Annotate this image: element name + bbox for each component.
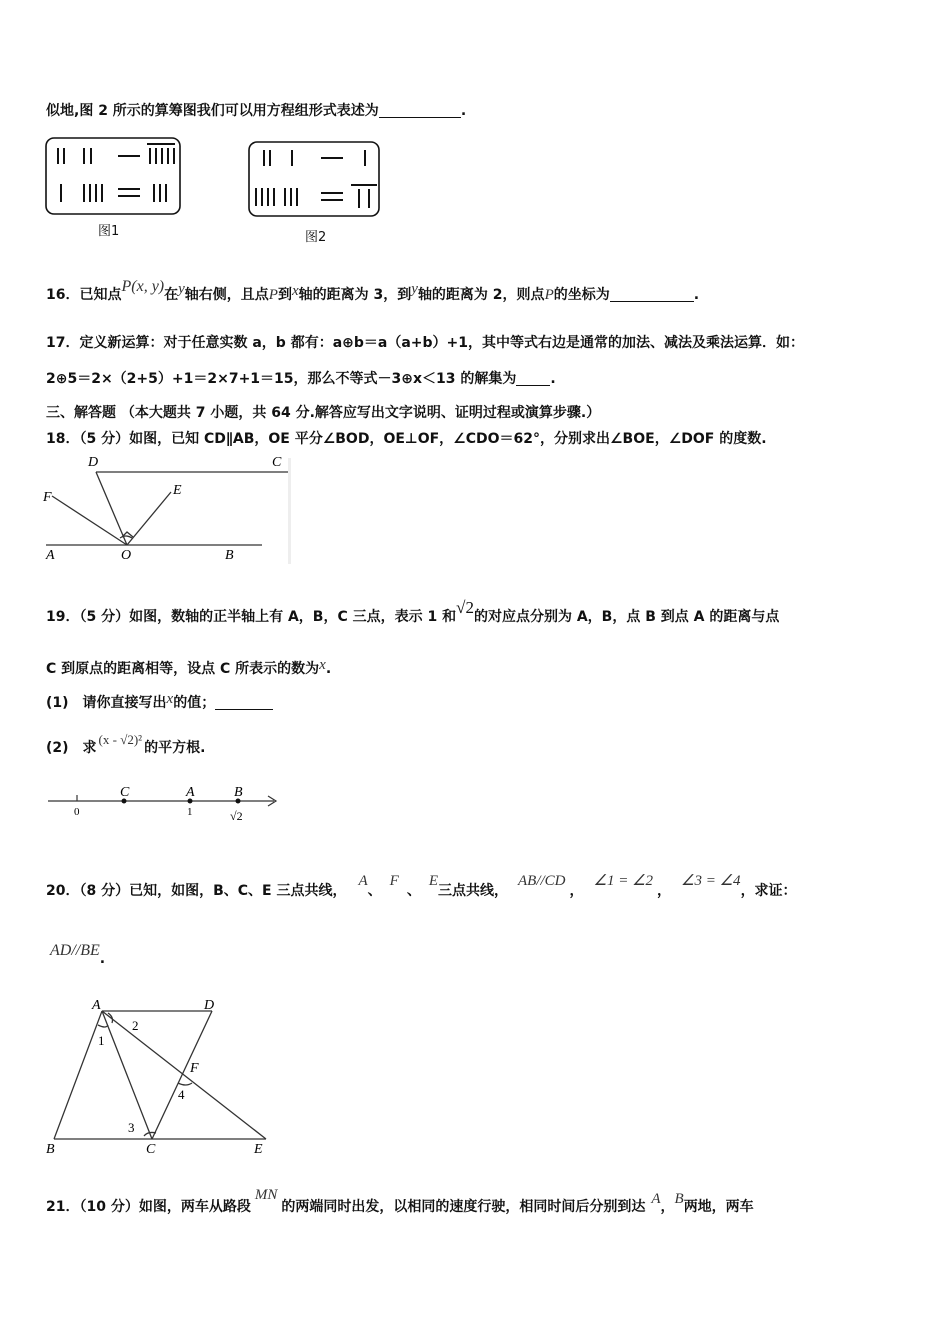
q21-sep: ， — [660, 1199, 675, 1215]
q20-label-b: B — [46, 1142, 55, 1157]
q16-text — [46, 278, 700, 304]
q16-part5: 轴的距离为 3，到 — [298, 287, 412, 303]
q19-number-line — [44, 784, 284, 830]
q16-p-var: P — [268, 287, 278, 303]
q19-period: . — [325, 661, 332, 677]
q20-label-e: E — [254, 1142, 263, 1157]
q20-part3: ，求证： — [740, 883, 797, 899]
figure-1-caption: 图1 — [98, 224, 120, 239]
axis-a-label: A — [186, 785, 195, 800]
section-3-header: 三、解答题 （本大题共 7 小题，共 64 分.解答应写出文字说明、证明过程或演算步骤.） — [46, 405, 601, 421]
q16-answer-blank[interactable] — [610, 287, 694, 302]
q21-line1 — [46, 1187, 754, 1216]
q17-line2 — [46, 368, 556, 388]
q17-line1 — [46, 332, 804, 352]
q20-line2 — [50, 942, 106, 967]
q19-part3: C 到原点的距离相等，设点 C 所表示的数为 — [46, 661, 320, 677]
q15-statement: 似地,图 2 所示的算筹图我们可以用方程组形式表述为 — [46, 103, 379, 119]
q17-statement: 定义新运算：对于任意实数 a，b 都有：a⊕b＝a（a+b）+1，其中等式右边是通常的加法、减法及乘法运算．如： — [79, 335, 805, 351]
axis-b-label: B — [234, 785, 243, 800]
q21-part2: 的两端同时出发，以相同的速度行驶，相同时间后分别到达 — [281, 1199, 646, 1215]
q20-period: . — [99, 951, 106, 967]
q16-part3: 轴右侧，且点 — [184, 287, 269, 303]
q18-figure — [40, 452, 295, 567]
q16-part2: 在 — [164, 287, 179, 303]
q18-label-f: F — [43, 490, 52, 505]
q19-x-var: x — [319, 657, 326, 673]
axis-c-label: C — [120, 785, 130, 800]
q16-y-var-2: y — [411, 281, 418, 297]
q20-figure — [40, 995, 280, 1160]
q15-answer-blank[interactable] — [379, 103, 461, 118]
q20-ab-parallel-cd: AB//CD — [518, 873, 566, 889]
figure-2-caption: 图2 — [305, 230, 327, 245]
q16-x-var: x — [291, 283, 299, 299]
q16-p-var-2: P — [544, 287, 554, 303]
q20-angle-1-2: ∠1 = ∠2 — [593, 873, 654, 889]
q20-sep-1: 、 — [367, 883, 382, 899]
q20-label-1: 1 — [98, 1033, 105, 1048]
q16-point-expr: P(x, y) — [121, 278, 165, 295]
q17-answer-blank[interactable] — [516, 371, 550, 386]
q18-label-a: A — [46, 548, 55, 563]
q19-sub2-label: (2) 求 — [46, 740, 97, 756]
q19-sub1-x: x — [166, 691, 174, 707]
q20-comma-2: ， — [657, 883, 672, 899]
q21-b: B — [674, 1191, 684, 1207]
q19-sub2-end: 的平方根. — [144, 740, 206, 756]
q20-sep-2: 、 — [406, 883, 421, 899]
q16-number: 16． — [46, 287, 80, 303]
counting-rod-figure-2 — [247, 140, 383, 220]
q18-label-e: E — [173, 483, 182, 498]
q19-line1 — [46, 598, 780, 626]
q20-e: E — [428, 873, 438, 889]
q16-part7: 的坐标为 — [553, 287, 610, 303]
q16-part1: 已知点 — [79, 287, 122, 303]
q20-part1: 20．（8 分）已知，如图，B、C、E 三点共线， — [46, 883, 347, 899]
q18-label-d: D — [88, 455, 99, 470]
q20-comma-1: ， — [569, 883, 584, 899]
q18-label-c: C — [272, 455, 282, 470]
q17-period: . — [550, 371, 556, 387]
q16-period: . — [693, 287, 700, 303]
q20-a: A — [358, 873, 368, 889]
q20-label-d: D — [204, 998, 215, 1013]
q19-sub1-end: 的值； — [173, 695, 216, 711]
q20-label-f: F — [190, 1061, 199, 1076]
q20-label-4: 4 — [178, 1087, 185, 1102]
counting-rod-figure-1 — [44, 136, 184, 218]
axis-zero-label: 0 — [74, 806, 80, 818]
q21-part3: 两地，两车 — [683, 1199, 754, 1215]
q21-mn: MN — [254, 1187, 278, 1203]
q19-answer-blank[interactable] — [215, 695, 273, 710]
q19-sub1 — [46, 692, 273, 712]
q19-part1: 19．（5 分）如图，数轴的正半轴上有 A，B，C 三点，表示 1 和 — [46, 609, 457, 625]
axis-one-label: 1 — [187, 806, 193, 818]
q16-part6: 轴的距离为 2，则点 — [417, 287, 545, 303]
q20-f: F — [389, 873, 399, 889]
q20-label-3: 3 — [128, 1120, 135, 1135]
q16-part4: 到 — [277, 287, 292, 303]
q15-period: . — [460, 103, 467, 119]
q19-sqrt2: √2 — [456, 598, 474, 617]
q19-line2 — [46, 658, 331, 678]
q20-ad-parallel-be: AD//BE — [50, 942, 100, 959]
q21-part1: 21．（10 分）如图，两车从路段 — [46, 1199, 251, 1215]
q20-label-2: 2 — [132, 1018, 139, 1033]
q19-sub1-label: (1) 请你直接写出 — [46, 695, 167, 711]
q19-part2: 的对应点分别为 A，B，点 B 到点 A 的距离与点 — [473, 609, 780, 625]
q18-label-o: O — [121, 548, 132, 563]
q19-sub2 — [46, 732, 206, 757]
q20-line1 — [46, 873, 797, 900]
q20-label-c: C — [146, 1142, 156, 1157]
q19-sub2-expr: (x - √2)² — [98, 732, 143, 747]
q20-label-a: A — [92, 998, 101, 1013]
q16-y-var: y — [178, 281, 185, 297]
q17-statement-2: 2⊕5＝2×（2+5）+1＝2×7+1＝15，那么不等式－3⊕x＜13 的解集为 — [46, 371, 517, 387]
q18-text: 18．（5 分）如图，已知 CD∥AB，OE 平分∠BOD，OE⊥OF，∠CDO＝62°，分别求出∠BOE，∠DOF 的度数. — [46, 431, 767, 447]
axis-sqrt2-label: √2 — [230, 809, 243, 823]
q21-a: A — [651, 1191, 661, 1207]
q18-label-b: B — [225, 548, 234, 563]
q15-text — [46, 100, 466, 120]
q20-angle-3-4: ∠3 = ∠4 — [681, 873, 741, 889]
q17-number: 17． — [46, 335, 80, 351]
q20-part2: 三点共线， — [438, 883, 508, 899]
